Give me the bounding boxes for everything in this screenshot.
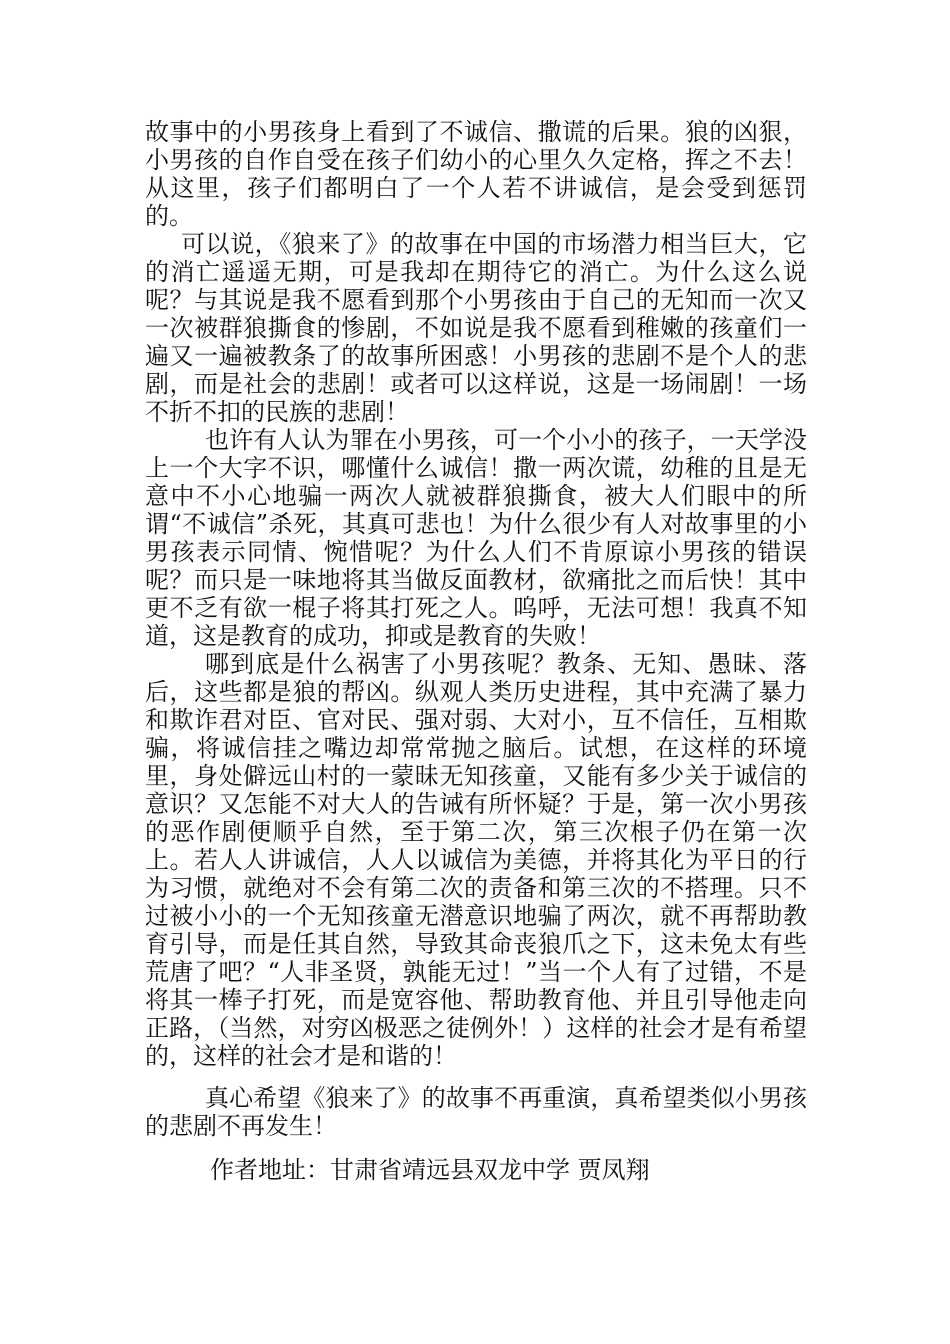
paragraph-4: 哪到底是什么祸害了小男孩呢？教条、无知、愚昧、落后，这些都是狼的帮凶。纵观人类历史进程，其中充满了暴力和欺诈君对臣、官对民、强对弱、大对小，互不信任，互相欺骗，将诚信挂之嘴边却常常抛之脑后。试想，在这样的环境里，身处僻远山村的一蒙昧无知孩童，又能有多少关于诚信的意识？又怎能不对大人的告诫有所怀疑？于是，第一次小男孩的恶作剧便顺乎自然，至于第二次，第三次根子仍在第一次上。若人人讲诚信，人人以诚信为美德，并将其化为平日的行为习惯，就绝对不会有第二次的责备和第三次的不搭理。只不过被小小的一个无知孩童无潜意识地骗了两次，就不再帮助教育引导，而是任其自然，导致其命丧狼爪之下，这未免太有些荒唐了吧？“人非圣贤，孰能无过！”当一个人有了过错，不是将其一棒子打死，而是宽容他、帮助教育他、并且引导他走向正路，（当然，对穷凶极恶之徒例外！）这样的社会才是有希望的，这样的社会才是和谐的！: [145, 650, 807, 1070]
paragraph-1: 故事中的小男孩身上看到了不诚信、撒谎的后果。狼的凶狠，小男孩的自作自受在孩子们幼小的心里久久定格，挥之不去！从这里，孩子们都明白了一个人若不讲诚信，是会受到惩罚的。: [145, 118, 807, 230]
article-body: [145, 118, 807, 1140]
paragraph-3: 也许有人认为罪在小男孩，可一个小小的孩子，一天学没上一个大字不识，哪懂什么诚信！撒一两次谎，幼稚的且是无意中不小心地骗一两次人就被群狼撕食，被大人们眼中的所谓“不诚信”杀死，其真可悲也！为什么很少有人对故事里的小男孩表示同情、惋惜呢？为什么人们不肯原谅小男孩的错误呢？而只是一味地将其当做反面教材，欲痛批之而后快！其中更不乏有欲一棍子将其打死之人。呜呼，无法可想！我真不知道，这是教育的成功，抑或是教育的失败！: [145, 426, 807, 650]
author-line: 作者地址：甘肃省靖远县双龙中学 贾凤翔: [210, 1156, 650, 1184]
paragraph-5: 真心希望《狼来了》的故事不再重演，真希望类似小男孩的悲剧不再发生！: [145, 1084, 807, 1140]
paragraph-2: 可以说，《狼来了》的故事在中国的市场潜力相当巨大，它的消亡遥遥无期，可是我却在期待它的消亡。为什么这么说呢？与其说是我不愿看到那个小男孩由于自己的无知而一次又一次被群狼撕食的惨剧，不如说是我不愿看到稚嫩的孩童们一遍又一遍被教条了的故事所困惑！小男孩的悲剧不是个人的悲剧，而是社会的悲剧！或者可以这样说，这是一场闹剧！一场不折不扣的民族的悲剧！: [145, 230, 807, 426]
